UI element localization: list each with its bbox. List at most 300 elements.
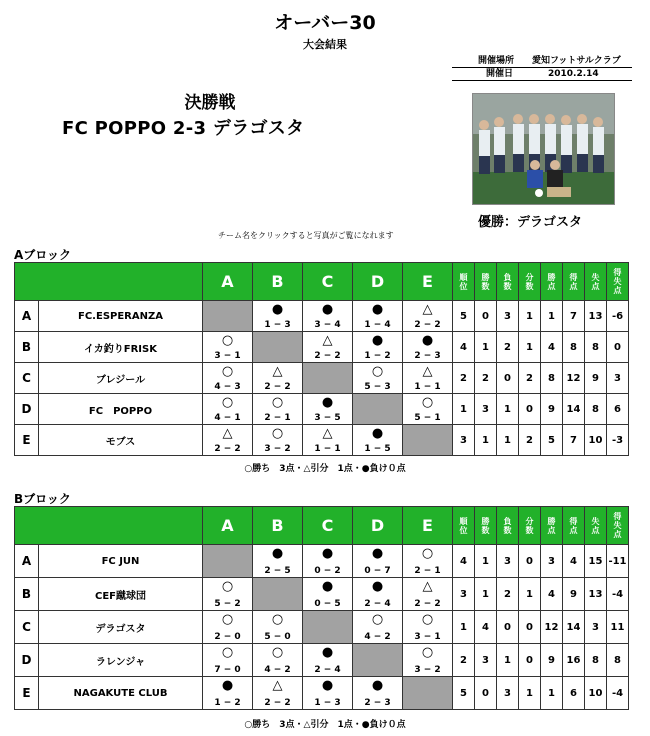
stat-value: 9 bbox=[563, 578, 585, 611]
stat-value: 0 bbox=[519, 394, 541, 425]
match-result-cell bbox=[253, 677, 303, 710]
match-score: 2 − 2 bbox=[214, 444, 241, 454]
stat-value: 0 bbox=[475, 301, 497, 332]
column-header-c: C bbox=[303, 507, 353, 545]
header-row bbox=[15, 507, 629, 545]
stat-header-text: 失点 bbox=[591, 272, 600, 291]
match-result-cell bbox=[253, 425, 303, 456]
result-symbol: ● bbox=[321, 579, 334, 594]
match-score: 2 − 3 bbox=[414, 351, 441, 361]
stat-value: 10 bbox=[585, 425, 607, 456]
stat-header bbox=[563, 263, 585, 301]
venue-label: 開催場所 bbox=[478, 56, 515, 66]
match-score: 1 − 3 bbox=[264, 320, 291, 330]
stat-value: 1 bbox=[497, 644, 519, 677]
row-letter: C bbox=[15, 611, 39, 644]
self-match-cell bbox=[353, 394, 403, 425]
match-score: 3 − 4 bbox=[314, 320, 341, 330]
stat-value: 1 bbox=[453, 394, 475, 425]
stat-value: 7 bbox=[563, 301, 585, 332]
stat-header-text: 負数 bbox=[503, 272, 512, 291]
match-score: 3 − 1 bbox=[414, 632, 441, 642]
date-label: 開催日 bbox=[486, 69, 514, 79]
result-symbol: ● bbox=[321, 302, 334, 317]
team-name-link[interactable]: FC.ESPERANZA bbox=[39, 301, 203, 332]
match-result-cell bbox=[253, 611, 303, 644]
stat-header-text: 得失点 bbox=[613, 268, 622, 295]
result-symbol: ○ bbox=[421, 612, 434, 627]
match-score: 0 − 2 bbox=[314, 566, 341, 576]
match-score: 1 − 4 bbox=[364, 320, 391, 330]
stat-value: 15 bbox=[585, 545, 607, 578]
stat-value: 8 bbox=[607, 644, 629, 677]
stat-value: 1 bbox=[519, 332, 541, 363]
match-score: 0 − 7 bbox=[364, 566, 391, 576]
match-score: 2 − 0 bbox=[214, 632, 241, 642]
row-letter: E bbox=[15, 425, 39, 456]
stat-value: 1 bbox=[497, 425, 519, 456]
match-result-cell bbox=[403, 644, 453, 677]
stat-value: 3 bbox=[497, 301, 519, 332]
stat-value: 2 bbox=[497, 578, 519, 611]
match-result-cell bbox=[203, 644, 253, 677]
stat-value: 11 bbox=[607, 611, 629, 644]
match-score: 4 − 2 bbox=[364, 632, 391, 642]
self-match-cell bbox=[403, 425, 453, 456]
stat-header-text: 勝点 bbox=[547, 516, 556, 535]
stat-value: 5 bbox=[541, 425, 563, 456]
stat-header-text: 勝数 bbox=[481, 272, 490, 291]
result-symbol: ● bbox=[221, 678, 234, 693]
match-score: 4 − 1 bbox=[214, 413, 241, 423]
column-header-b: B bbox=[253, 507, 303, 545]
result-symbol: ○ bbox=[221, 364, 234, 379]
result-symbol: ● bbox=[271, 546, 284, 561]
team-name-link[interactable]: ブレジール bbox=[39, 363, 203, 394]
match-score: 2 − 2 bbox=[264, 382, 291, 392]
stat-header bbox=[585, 263, 607, 301]
block-a-label: Aブロック bbox=[14, 248, 72, 262]
result-symbol: △ bbox=[422, 302, 433, 317]
match-result-cell bbox=[403, 578, 453, 611]
stat-value: 1 bbox=[475, 425, 497, 456]
match-result-cell bbox=[203, 394, 253, 425]
result-symbol: ● bbox=[371, 333, 384, 348]
venue-value: 愛知フットサルクラブ bbox=[532, 56, 621, 66]
stat-header-text: 分数 bbox=[525, 516, 534, 535]
match-score: 5 − 2 bbox=[214, 599, 241, 609]
stat-value: 2 bbox=[475, 363, 497, 394]
result-symbol: ○ bbox=[421, 395, 434, 410]
page-title: オーバー30 bbox=[274, 12, 376, 34]
result-symbol: ● bbox=[321, 645, 334, 660]
table-row bbox=[15, 578, 629, 611]
match-result-cell bbox=[353, 363, 403, 394]
result-symbol: △ bbox=[222, 426, 233, 441]
match-result-cell bbox=[353, 301, 403, 332]
stat-value: 14 bbox=[563, 611, 585, 644]
match-result-cell bbox=[303, 301, 353, 332]
stat-value: 9 bbox=[585, 363, 607, 394]
match-score: 4 − 2 bbox=[264, 665, 291, 675]
table-row bbox=[15, 611, 629, 644]
match-score: 1 − 2 bbox=[214, 698, 241, 708]
match-score: 3 − 2 bbox=[264, 444, 291, 454]
stat-header-text: 失点 bbox=[591, 516, 600, 535]
match-result-cell bbox=[403, 611, 453, 644]
stat-value: 6 bbox=[563, 677, 585, 710]
stat-value: 1 bbox=[453, 611, 475, 644]
stat-header-text: 勝点 bbox=[547, 272, 556, 291]
final-label: 決勝戦 bbox=[184, 93, 236, 113]
column-header-e: E bbox=[403, 507, 453, 545]
stat-value: 0 bbox=[607, 332, 629, 363]
result-symbol: ● bbox=[371, 426, 384, 441]
block-a-legend: ○勝ち 3点・△引分 1点・●負け０点 bbox=[244, 464, 406, 474]
match-score: 7 − 0 bbox=[214, 665, 241, 675]
match-result-cell bbox=[303, 394, 353, 425]
row-letter: A bbox=[15, 301, 39, 332]
column-header-a: A bbox=[203, 507, 253, 545]
match-result-cell bbox=[403, 394, 453, 425]
stat-value: 0 bbox=[519, 611, 541, 644]
stat-value: 8 bbox=[585, 332, 607, 363]
result-symbol: ● bbox=[421, 333, 434, 348]
self-match-cell bbox=[253, 578, 303, 611]
stat-header bbox=[563, 507, 585, 545]
stat-value: 4 bbox=[475, 611, 497, 644]
row-letter: C bbox=[15, 363, 39, 394]
stat-value: 0 bbox=[475, 677, 497, 710]
stat-value: 10 bbox=[585, 677, 607, 710]
column-header-d: D bbox=[353, 507, 403, 545]
stat-value: 3 bbox=[585, 611, 607, 644]
table-row bbox=[15, 301, 629, 332]
stat-header bbox=[607, 263, 629, 301]
stat-value: -4 bbox=[607, 578, 629, 611]
stat-value: 12 bbox=[541, 611, 563, 644]
match-score: 1 − 3 bbox=[314, 698, 341, 708]
stat-value: 3 bbox=[497, 545, 519, 578]
row-letter: D bbox=[15, 644, 39, 677]
result-symbol: △ bbox=[422, 579, 433, 594]
result-symbol: ○ bbox=[271, 395, 284, 410]
match-score: 5 − 1 bbox=[414, 413, 441, 423]
row-letter: B bbox=[15, 578, 39, 611]
stat-value: 4 bbox=[541, 332, 563, 363]
block-a-table bbox=[14, 262, 629, 456]
team-name-link[interactable]: デラゴスタ bbox=[39, 611, 203, 644]
page-subtitle: 大会結果 bbox=[303, 38, 347, 51]
match-result-cell bbox=[403, 363, 453, 394]
stat-value: 1 bbox=[475, 332, 497, 363]
team-name-link[interactable]: モブス bbox=[39, 425, 203, 456]
stat-value: 4 bbox=[453, 545, 475, 578]
self-match-cell bbox=[403, 677, 453, 710]
stat-value: 1 bbox=[519, 677, 541, 710]
stat-value: 12 bbox=[563, 363, 585, 394]
match-score: 1 − 1 bbox=[414, 382, 441, 392]
stat-value: -4 bbox=[607, 677, 629, 710]
date-row bbox=[452, 68, 632, 81]
row-letter: A bbox=[15, 545, 39, 578]
winner-label: 優勝：デラゴスタ bbox=[478, 215, 583, 230]
block-b-table bbox=[14, 506, 629, 710]
table-row bbox=[15, 332, 629, 363]
stat-value: -11 bbox=[607, 545, 629, 578]
match-result-cell bbox=[353, 332, 403, 363]
stat-value: 1 bbox=[519, 301, 541, 332]
column-header-a: A bbox=[203, 263, 253, 301]
match-result-cell bbox=[253, 394, 303, 425]
match-result-cell bbox=[203, 611, 253, 644]
result-symbol: ○ bbox=[271, 426, 284, 441]
table-row bbox=[15, 425, 629, 456]
result-symbol: △ bbox=[272, 364, 283, 379]
self-match-cell bbox=[203, 301, 253, 332]
stat-header-text: 順位 bbox=[459, 272, 468, 291]
stat-value: 13 bbox=[585, 578, 607, 611]
stat-value: -3 bbox=[607, 425, 629, 456]
stat-value: 1 bbox=[475, 578, 497, 611]
stat-value: 3 bbox=[607, 363, 629, 394]
match-score: 4 − 3 bbox=[214, 382, 241, 392]
result-symbol: ○ bbox=[371, 364, 384, 379]
match-score: 5 − 3 bbox=[364, 382, 391, 392]
stat-value: 14 bbox=[563, 394, 585, 425]
stat-value: 5 bbox=[453, 677, 475, 710]
result-symbol: ● bbox=[371, 546, 384, 561]
team-name-link[interactable]: イカ釣りFRISK bbox=[39, 332, 203, 363]
stat-value: 8 bbox=[585, 394, 607, 425]
stat-value: 1 bbox=[541, 677, 563, 710]
match-score: 2 − 1 bbox=[264, 413, 291, 423]
match-result-cell bbox=[203, 677, 253, 710]
stat-value: 1 bbox=[541, 301, 563, 332]
stat-value: 3 bbox=[541, 545, 563, 578]
block-b-legend: ○勝ち 3点・△引分 1点・●負け０点 bbox=[244, 720, 406, 730]
match-score: 1 − 2 bbox=[364, 351, 391, 361]
stat-value: 8 bbox=[563, 332, 585, 363]
stat-value: 2 bbox=[519, 363, 541, 394]
stat-value: 9 bbox=[541, 644, 563, 677]
result-symbol: ● bbox=[371, 678, 384, 693]
team-name-link[interactable]: NAGAKUTE CLUB bbox=[39, 677, 203, 710]
self-match-cell bbox=[353, 644, 403, 677]
block-b-label: Bブロック bbox=[14, 492, 71, 506]
row-letter: D bbox=[15, 394, 39, 425]
table-row bbox=[15, 545, 629, 578]
result-symbol: ○ bbox=[271, 645, 284, 660]
match-result-cell bbox=[253, 301, 303, 332]
match-score: 2 − 1 bbox=[414, 566, 441, 576]
match-result-cell bbox=[203, 332, 253, 363]
result-symbol: ● bbox=[271, 302, 284, 317]
team-photo-image bbox=[473, 94, 614, 204]
winner-team-photo[interactable] bbox=[472, 93, 615, 205]
click-note: チーム名をクリックすると写真がご覧になれます bbox=[218, 231, 394, 240]
match-score: 2 − 3 bbox=[364, 698, 391, 708]
stat-header-text: 得失点 bbox=[613, 512, 622, 539]
stat-header bbox=[585, 507, 607, 545]
result-symbol: ● bbox=[371, 302, 384, 317]
match-result-cell bbox=[253, 644, 303, 677]
final-result: FC POPPO 2-3 デラゴスタ bbox=[62, 118, 305, 139]
stat-header-text: 得点 bbox=[569, 272, 578, 291]
match-result-cell bbox=[403, 301, 453, 332]
stat-header-text: 順位 bbox=[459, 516, 468, 535]
stat-value: 8 bbox=[585, 644, 607, 677]
result-symbol: ○ bbox=[221, 579, 234, 594]
stat-header bbox=[497, 507, 519, 545]
venue-row bbox=[452, 55, 632, 68]
self-match-cell bbox=[303, 611, 353, 644]
match-result-cell bbox=[203, 425, 253, 456]
stat-header bbox=[519, 263, 541, 301]
match-score: 1 − 5 bbox=[364, 444, 391, 454]
stat-value: 3 bbox=[475, 644, 497, 677]
stat-header bbox=[475, 263, 497, 301]
header-team-corner bbox=[15, 507, 203, 545]
column-header-d: D bbox=[353, 263, 403, 301]
match-result-cell bbox=[253, 363, 303, 394]
stat-value: 1 bbox=[497, 394, 519, 425]
match-result-cell bbox=[353, 425, 403, 456]
stat-value: 2 bbox=[519, 425, 541, 456]
stat-value: 8 bbox=[541, 363, 563, 394]
match-score: 2 − 4 bbox=[314, 665, 341, 675]
column-header-c: C bbox=[303, 263, 353, 301]
match-score: 3 − 5 bbox=[314, 413, 341, 423]
column-header-e: E bbox=[403, 263, 453, 301]
match-result-cell bbox=[403, 332, 453, 363]
date-value: 2010.2.14 bbox=[548, 69, 599, 79]
match-result-cell bbox=[303, 332, 353, 363]
match-result-cell bbox=[203, 363, 253, 394]
stat-header bbox=[453, 507, 475, 545]
match-score: 3 − 2 bbox=[414, 665, 441, 675]
stat-header-text: 負数 bbox=[503, 516, 512, 535]
stat-value: 3 bbox=[497, 677, 519, 710]
result-symbol: ● bbox=[371, 579, 384, 594]
stat-value: 4 bbox=[453, 332, 475, 363]
stat-value: 4 bbox=[563, 545, 585, 578]
stat-header-text: 分数 bbox=[525, 272, 534, 291]
match-score: 2 − 2 bbox=[414, 599, 441, 609]
match-result-cell bbox=[303, 677, 353, 710]
result-symbol: △ bbox=[422, 364, 433, 379]
stat-header-text: 勝数 bbox=[481, 516, 490, 535]
stat-value: 2 bbox=[497, 332, 519, 363]
result-symbol: ○ bbox=[421, 546, 434, 561]
match-score: 0 − 5 bbox=[314, 599, 341, 609]
stat-header bbox=[453, 263, 475, 301]
row-letter: B bbox=[15, 332, 39, 363]
result-symbol: ● bbox=[321, 678, 334, 693]
table-row bbox=[15, 644, 629, 677]
match-score: 5 − 0 bbox=[264, 632, 291, 642]
match-result-cell bbox=[353, 545, 403, 578]
stat-header bbox=[475, 507, 497, 545]
stat-header bbox=[541, 507, 563, 545]
stat-header-text: 得点 bbox=[569, 516, 578, 535]
match-result-cell bbox=[203, 578, 253, 611]
match-score: 1 − 1 bbox=[314, 444, 341, 454]
match-score: 3 − 1 bbox=[214, 351, 241, 361]
match-result-cell bbox=[353, 677, 403, 710]
result-symbol: △ bbox=[322, 333, 333, 348]
header-row bbox=[15, 263, 629, 301]
team-name-link[interactable]: FC POPPO bbox=[39, 394, 203, 425]
match-score: 2 − 2 bbox=[314, 351, 341, 361]
match-score: 2 − 4 bbox=[364, 599, 391, 609]
stat-value: 6 bbox=[607, 394, 629, 425]
stat-value: 2 bbox=[453, 644, 475, 677]
table-row bbox=[15, 394, 629, 425]
row-letter: E bbox=[15, 677, 39, 710]
result-symbol: ○ bbox=[221, 612, 234, 627]
match-result-cell bbox=[353, 578, 403, 611]
match-score: 2 − 2 bbox=[414, 320, 441, 330]
stat-header bbox=[519, 507, 541, 545]
table-row bbox=[15, 677, 629, 710]
result-symbol: ○ bbox=[221, 333, 234, 348]
column-header-b: B bbox=[253, 263, 303, 301]
match-score: 2 − 2 bbox=[264, 698, 291, 708]
stat-value: 3 bbox=[453, 425, 475, 456]
table-row bbox=[15, 363, 629, 394]
stat-value: 3 bbox=[475, 394, 497, 425]
stat-value: 0 bbox=[497, 363, 519, 394]
stat-value: 0 bbox=[497, 611, 519, 644]
stat-value: 2 bbox=[453, 363, 475, 394]
match-score: 2 − 5 bbox=[264, 566, 291, 576]
self-match-cell bbox=[253, 332, 303, 363]
stat-value: 1 bbox=[519, 578, 541, 611]
match-result-cell bbox=[253, 545, 303, 578]
result-symbol: ● bbox=[321, 546, 334, 561]
match-result-cell bbox=[303, 545, 353, 578]
match-result-cell bbox=[303, 644, 353, 677]
team-name-link[interactable]: ラレンジャ bbox=[39, 644, 203, 677]
result-symbol: ○ bbox=[221, 645, 234, 660]
stat-value: 7 bbox=[563, 425, 585, 456]
match-result-cell bbox=[303, 425, 353, 456]
stat-value: 0 bbox=[519, 644, 541, 677]
stat-value: 16 bbox=[563, 644, 585, 677]
result-symbol: ○ bbox=[421, 645, 434, 660]
stat-value: 3 bbox=[453, 578, 475, 611]
team-name-link[interactable]: FC JUN bbox=[39, 545, 203, 578]
match-result-cell bbox=[303, 578, 353, 611]
team-name-link[interactable]: CEF蹴球団 bbox=[39, 578, 203, 611]
stat-value: -6 bbox=[607, 301, 629, 332]
result-symbol: ○ bbox=[221, 395, 234, 410]
stat-value: 1 bbox=[475, 545, 497, 578]
header-team-corner bbox=[15, 263, 203, 301]
result-symbol: ● bbox=[321, 395, 334, 410]
result-symbol: △ bbox=[322, 426, 333, 441]
stat-value: 9 bbox=[541, 394, 563, 425]
match-result-cell bbox=[353, 611, 403, 644]
stat-value: 5 bbox=[453, 301, 475, 332]
result-symbol: ○ bbox=[371, 612, 384, 627]
result-symbol: ○ bbox=[271, 612, 284, 627]
stat-value: 13 bbox=[585, 301, 607, 332]
stat-header bbox=[541, 263, 563, 301]
stat-value: 4 bbox=[541, 578, 563, 611]
self-match-cell bbox=[303, 363, 353, 394]
